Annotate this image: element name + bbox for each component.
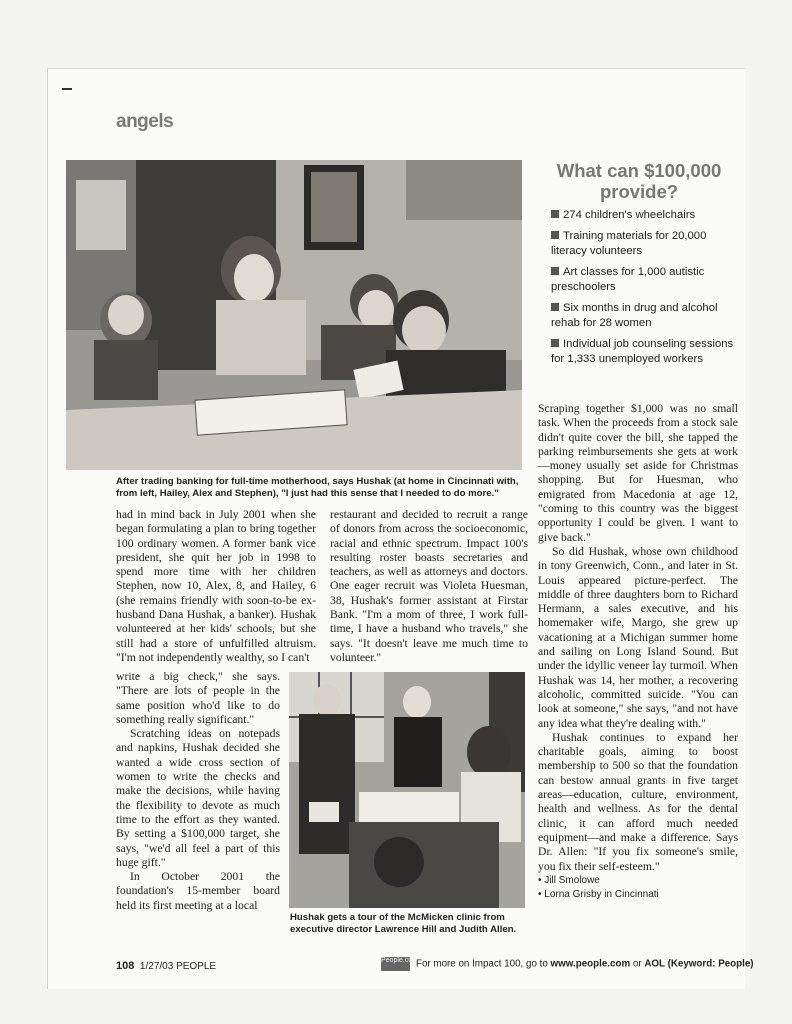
- article-paragraph: restaurant and decided to recruit a range of donors from across the socioeconomic, racial and ethnic spectrum. Impact 100's resulting roster boasts secretaries and teachers, as well as attorneys and doctors. One eager recruit was Violeta Huesman, 38, Hushak's former assistant at Firstar Bank. "I'm a mom of three, I work full-time, I have a husband who travels," she says. "It doesn't leave me much time to volunteer.": [330, 508, 528, 664]
- byline: • Lorna Grisby in Cincinnati: [538, 888, 659, 900]
- article-paragraph: had in mind back in July 2001 when she began formulating a plan to bring together 100 ordinary women. A former bank vice president, she quit her job in 1998 to spend more time with her children Stephen, now 10, Alex, 8, and Hailey, 6 (she remains friendly with soon-to-be ex-husband Dana Hushak, a banker). Hushak volunteered at her kids' schools, but she still had a store of unfulfilled altruism. "I'm not independently wealthy, so I can't: [116, 508, 316, 664]
- byline: • Jill Smolowe: [538, 874, 600, 886]
- sidebar-box: [541, 160, 737, 373]
- article-column-3: [538, 402, 738, 902]
- family-photo: [66, 160, 522, 470]
- page-footer-left: [116, 960, 216, 972]
- article-paragraph: Scraping together $1,000 was no small task. When the proceeds from a stock sale didn't quite cover the bill, she tapped the parking reimbursements she gets at work—money usually set aside for Christmas shopping. But for Huesman, who emigrated from Macedonia at age 12, "coming to this country was the biggest opportunity I could be given. I want to give back.": [538, 402, 738, 544]
- article-paragraph: Scratching ideas on notepads and napkins, Hushak decided she wanted a wide cross section of women to write the checks and make the decisions, while having the flexibility to devote as much time to the effort as they wanted. By setting a $100,000 target, she says, "we'd all feel a part of this huge gift.": [116, 727, 280, 869]
- bullet-square-icon: [551, 339, 559, 347]
- sidebar-item: Six months in drug and alcohol rehab for 28 women: [551, 302, 718, 329]
- sidebar-item: 274 children's wheelchairs: [551, 208, 737, 223]
- article-paragraph: In October 2001 the foundation's 15-member board held its first meeting at a local: [116, 870, 280, 912]
- people-logo-icon: People.com: [381, 957, 410, 971]
- article-column-1-narrow: [116, 670, 280, 913]
- sidebar-item: Training materials for 20,000 literacy volunteers: [551, 230, 707, 257]
- article-paragraph: So did Hushak, whose own childhood in tony Greenwich, Conn., and later in St. Louis appeared picture-perfect. The middle of three daughters born to Richard Hermann, a sales executive, and his homemaker wife, Margo, she grew up vacationing at a Michigan summer home and sailing on Long Island Sound. But under the idyllic veneer lay turmoil. When Hushak was 14, her mother, a recovering alcoholic, committed suicide. "You can look at someone," she says, "and not have any idea what they're dealing with.": [538, 544, 738, 730]
- sidebar-title: What can $100,000 provide?: [556, 160, 722, 202]
- photo-caption-clinic: Hushak gets a tour of the McMicken clinic from executive director Lawrence Hill and Judith Allen.: [290, 912, 517, 935]
- article-paragraph: write a big check," she says. "There are lots of people in the same position who'd like to do something really significant.": [116, 670, 280, 726]
- aol-keyword: AOL (Keyword: People): [644, 958, 754, 970]
- clinic-photo: [289, 672, 525, 908]
- issue-date: 1/27/03 PEOPLE: [139, 961, 217, 972]
- bullet-square-icon: [551, 267, 559, 275]
- bullet-square-icon: [551, 231, 559, 239]
- bullet-square-icon: [551, 210, 559, 218]
- article-paragraph: Hushak continues to expand her charitable goals, aiming to boost membership to 500 so that the foundation can bestow annual grants in five target areas—education, culture, environment, health and wellness. As for the dental clinic, it can afford much needed equipment—and make a difference. Says Dr. Allen: "If you fix someone's smile, you fix their self-esteem.": [538, 730, 738, 873]
- section-label: angels: [116, 111, 174, 132]
- corner-mark: [62, 88, 72, 96]
- bullet-square-icon: [551, 303, 559, 311]
- article-column-2: [330, 508, 528, 665]
- photo-caption-family: After trading banking for full-time motherhood, says Hushak (at home in Cincinnati with, from left, Hailey, Alex and Stephen), "I just had this sense that I needed to do more.": [116, 476, 519, 499]
- page-number: 108: [116, 960, 135, 972]
- article-column-1: [116, 508, 316, 665]
- people-link[interactable]: www.people.com: [550, 958, 631, 970]
- sidebar-item: Individual job counseling sessions for 1,333 unemployed workers: [551, 338, 734, 365]
- page-footer-right: People.comFor more on Impact 100, go to www.people.com or AOL (Keyword: People): [381, 957, 754, 970]
- sidebar-item: Art classes for 1,000 autistic preschoolers: [551, 266, 705, 293]
